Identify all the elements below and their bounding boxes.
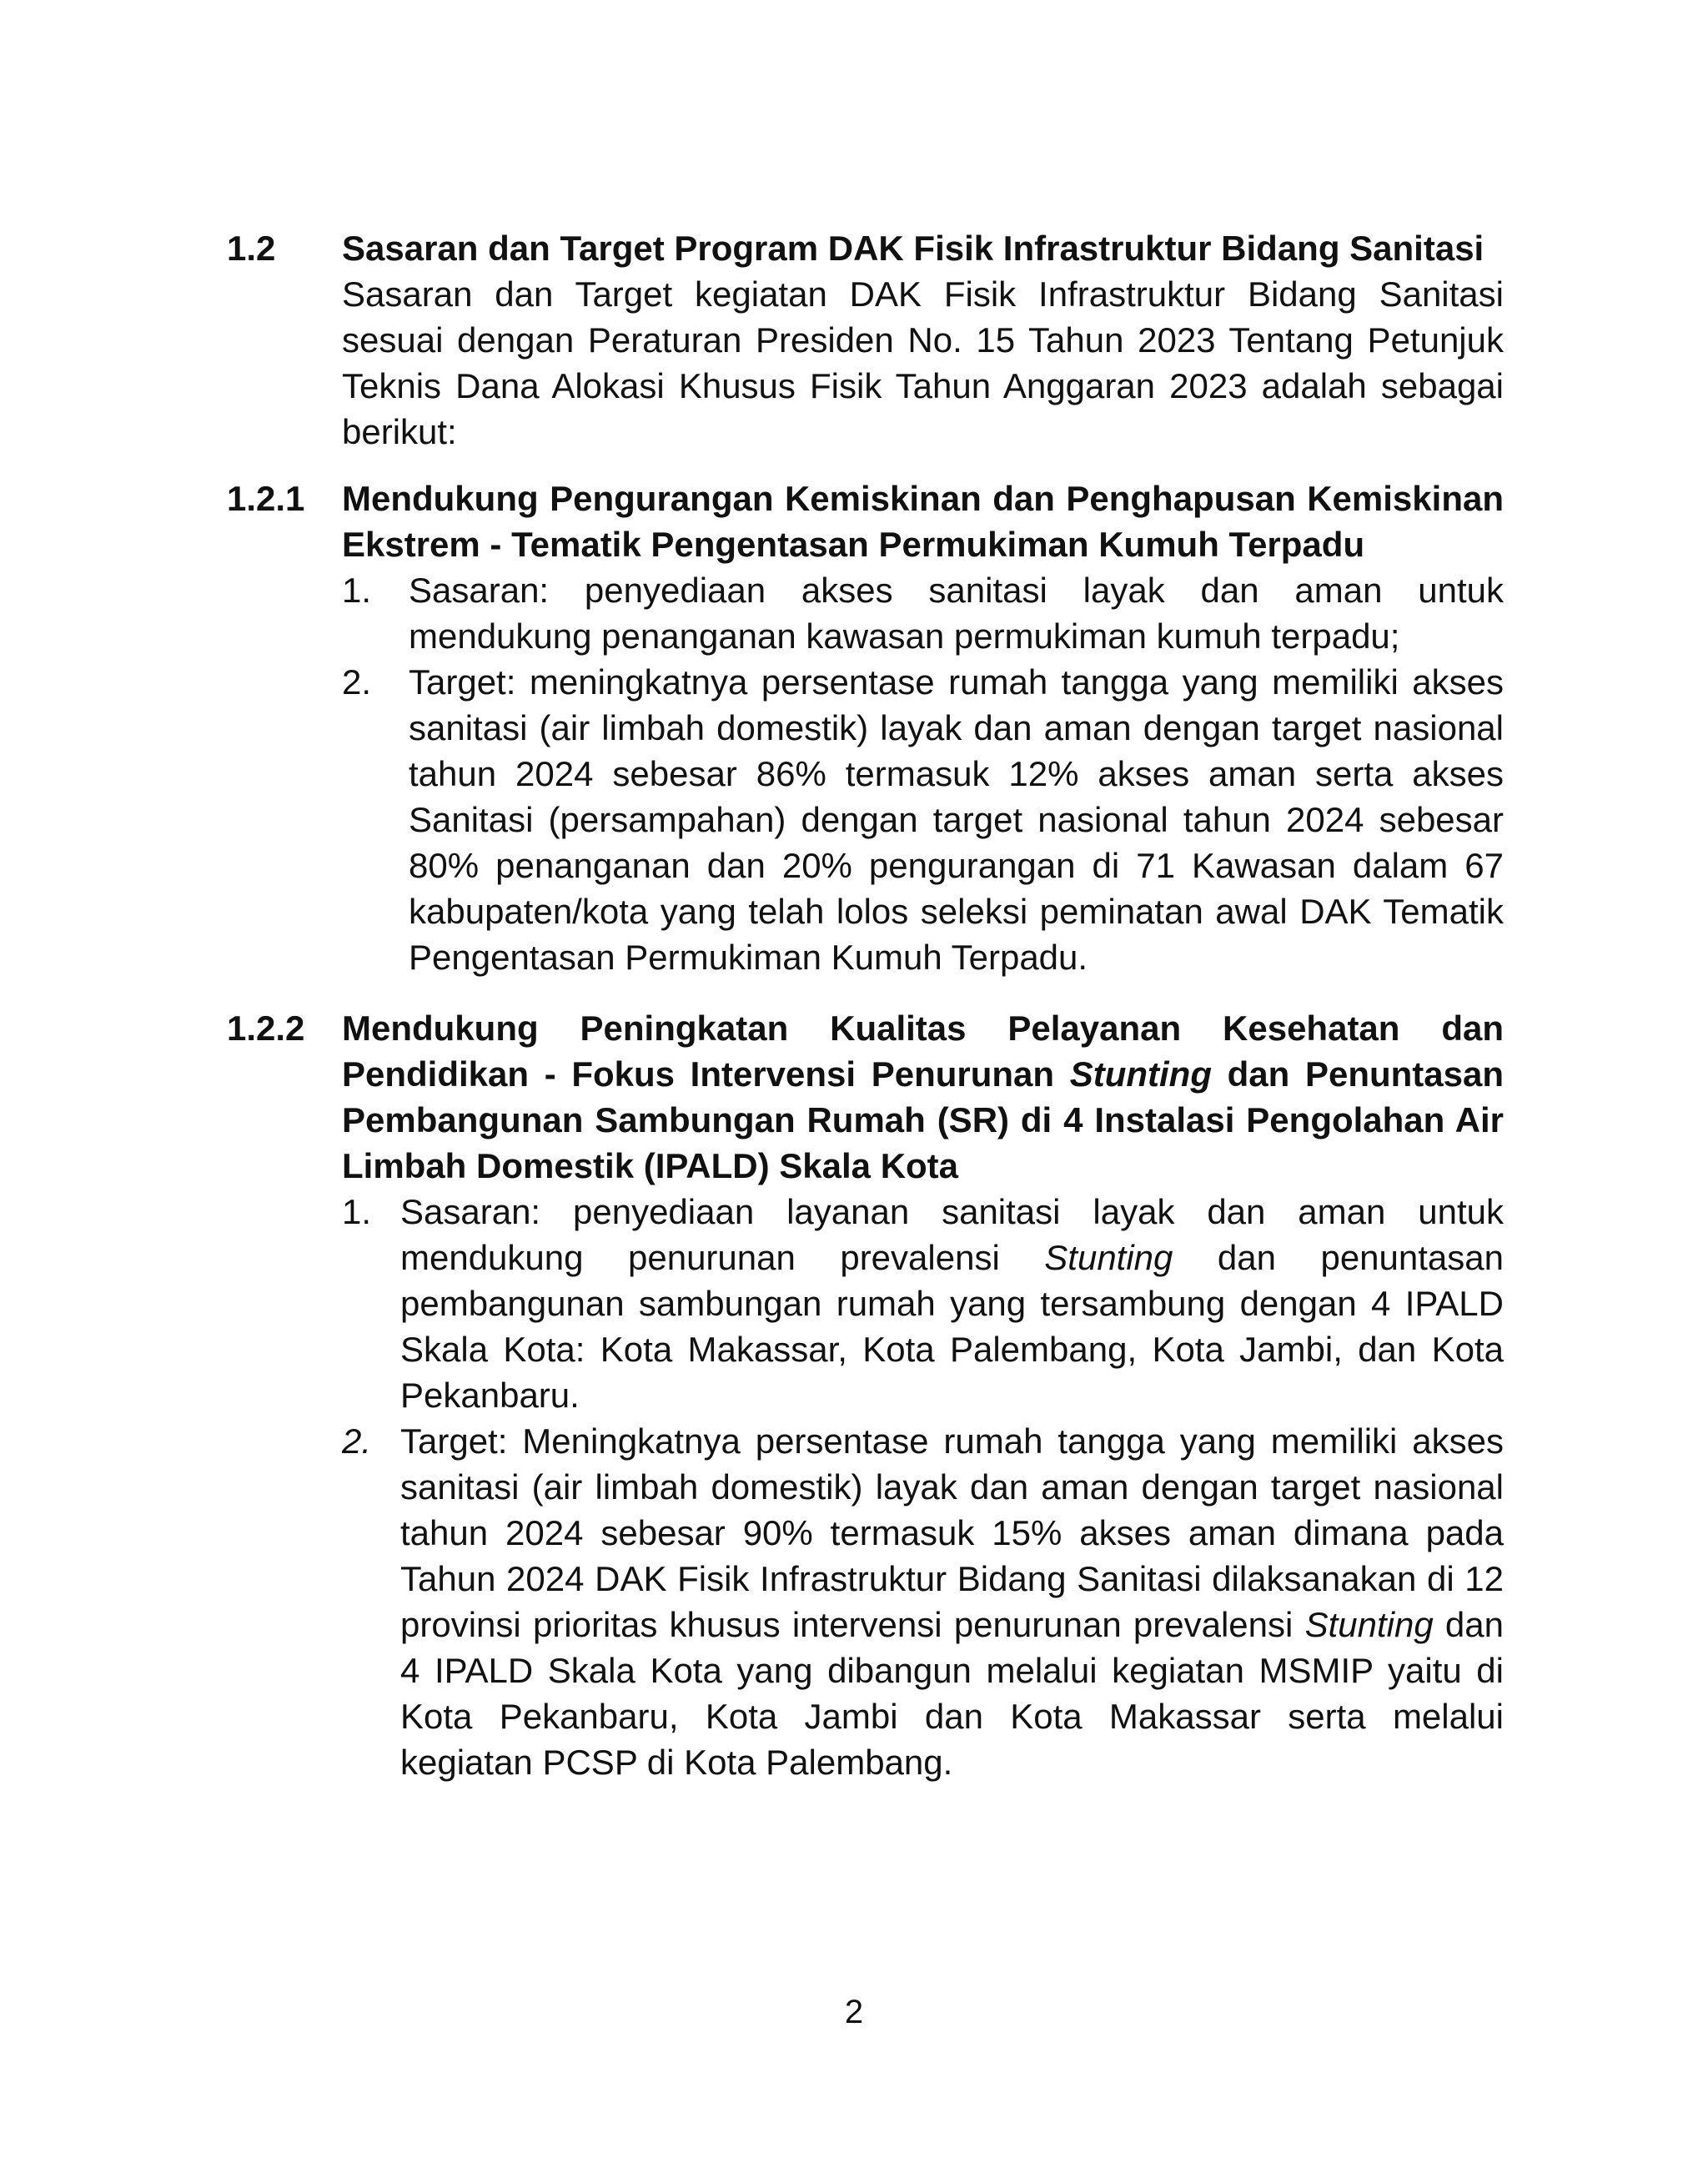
section-body — [342, 1005, 1504, 1785]
section-number: 1.2 — [227, 229, 276, 268]
list-item — [342, 567, 1504, 659]
list-item-text: Sasaran: penyediaan akses sanitasi layak dan aman untuk mendukung penanganan kawasan permukiman kumuh terpadu; — [409, 571, 1504, 656]
section-1-2-1 — [227, 475, 1504, 980]
numbered-list — [342, 567, 1504, 980]
list-item-text — [400, 1189, 1504, 1418]
section-body — [342, 225, 1504, 455]
text-run: dan penuntasan pembangunan sambungan rumah yang tersambung dengan 4 IPALD Skala Kota: Kota Makassar, Kota Palembang, Kota Jambi, dan Kota Pekanbaru. — [400, 1238, 1505, 1415]
section-number: 1.2.1 — [227, 479, 305, 518]
list-item-number: 1. — [342, 1192, 372, 1231]
list-item-number: 1. — [342, 571, 372, 610]
section-1-2-2 — [227, 1005, 1504, 1785]
section-number: 1.2.2 — [227, 1009, 305, 1048]
heading-emphasis: Stunting — [1069, 1054, 1212, 1094]
page-number: 2 — [844, 1994, 864, 2030]
list-item-number: 2. — [342, 662, 372, 702]
heading-text: Mendukung Peningkatan Kualitas Pelayanan Kesehatan dan Pendidikan - Fokus Intervensi Penurunan — [342, 1009, 1504, 1094]
list-item-text: Target: meningkatnya persentase rumah tangga yang memiliki akses sanitasi (air limbah domestik) layak dan aman dengan target nasional tahun 2024 sebesar 86% termasuk 12% akses aman serta akses Sanitasi (persampahan) dengan target nasional tahun 2024 sebesar 80% penanganan dan 20% pengurangan di 71 Kawasan dalam 67 kabupaten/kota yang telah lolos seleksi peminatan awal DAK Tematik Pengentasan Permukiman Kumuh Terpadu. — [409, 662, 1504, 977]
section-body — [342, 475, 1504, 980]
list-item-number: 2. — [342, 1421, 372, 1461]
text-run: Target: Meningkatnya persentase rumah tangga yang memiliki akses sanitasi (air limbah domestik) layak dan aman dengan target nasional tahun 2024 sebesar 90% termasuk 15% akses aman dimana pada Tahun 2024 DAK Fisik Infrastruktur Bidang Sanitasi dilaksanakan di 12 provinsi prioritas khusus intervensi penurunan prevalensi — [400, 1421, 1504, 1644]
section-heading: Mendukung Pengurangan Kemiskinan dan Penghapusan Kemiskinan Ekstrem - Tematik Pengentasan Permukiman Kumuh Terpadu — [342, 479, 1504, 564]
text-run: Sasaran: penyediaan layanan sanitasi layak dan aman untuk mendukung penurunan prevalensi — [400, 1192, 1504, 1277]
list-item — [342, 659, 1504, 980]
text-emphasis: Stunting — [1044, 1238, 1173, 1277]
heading-text: dan Penuntasan Pembangunan Sambungan Rumah (SR) di 4 Instalasi Pengolahan Air Limbah Domestik (IPALD) Skala Kota — [342, 1054, 1505, 1185]
text-run: dan 4 IPALD Skala Kota yang dibangun melalui kegiatan MSMIP yaitu di Kota Pekanbaru, Kota Jambi dan Kota Makassar serta melalui kegiatan PCSP di Kota Palembang. — [400, 1605, 1504, 1782]
section-heading — [342, 1005, 1504, 1189]
intro-paragraph: Sasaran dan Target kegiatan DAK Fisik Infrastruktur Bidang Sanitasi sesuai dengan Peraturan Presiden No. 15 Tahun 2023 Tentang Petunjuk Teknis Dana Alokasi Khusus Fisik Tahun Anggaran 2023 adalah sebagai berikut: — [342, 274, 1504, 451]
list-item — [342, 1418, 1504, 1785]
list-item-text — [400, 1418, 1504, 1785]
numbered-list — [342, 1189, 1504, 1785]
document-body — [227, 225, 1504, 1785]
list-item — [342, 1189, 1504, 1418]
section-1-2 — [227, 225, 1504, 455]
section-heading: Sasaran dan Target Program DAK Fisik Infrastruktur Bidang Sanitasi — [342, 229, 1484, 268]
text-emphasis: Stunting — [1304, 1605, 1434, 1644]
